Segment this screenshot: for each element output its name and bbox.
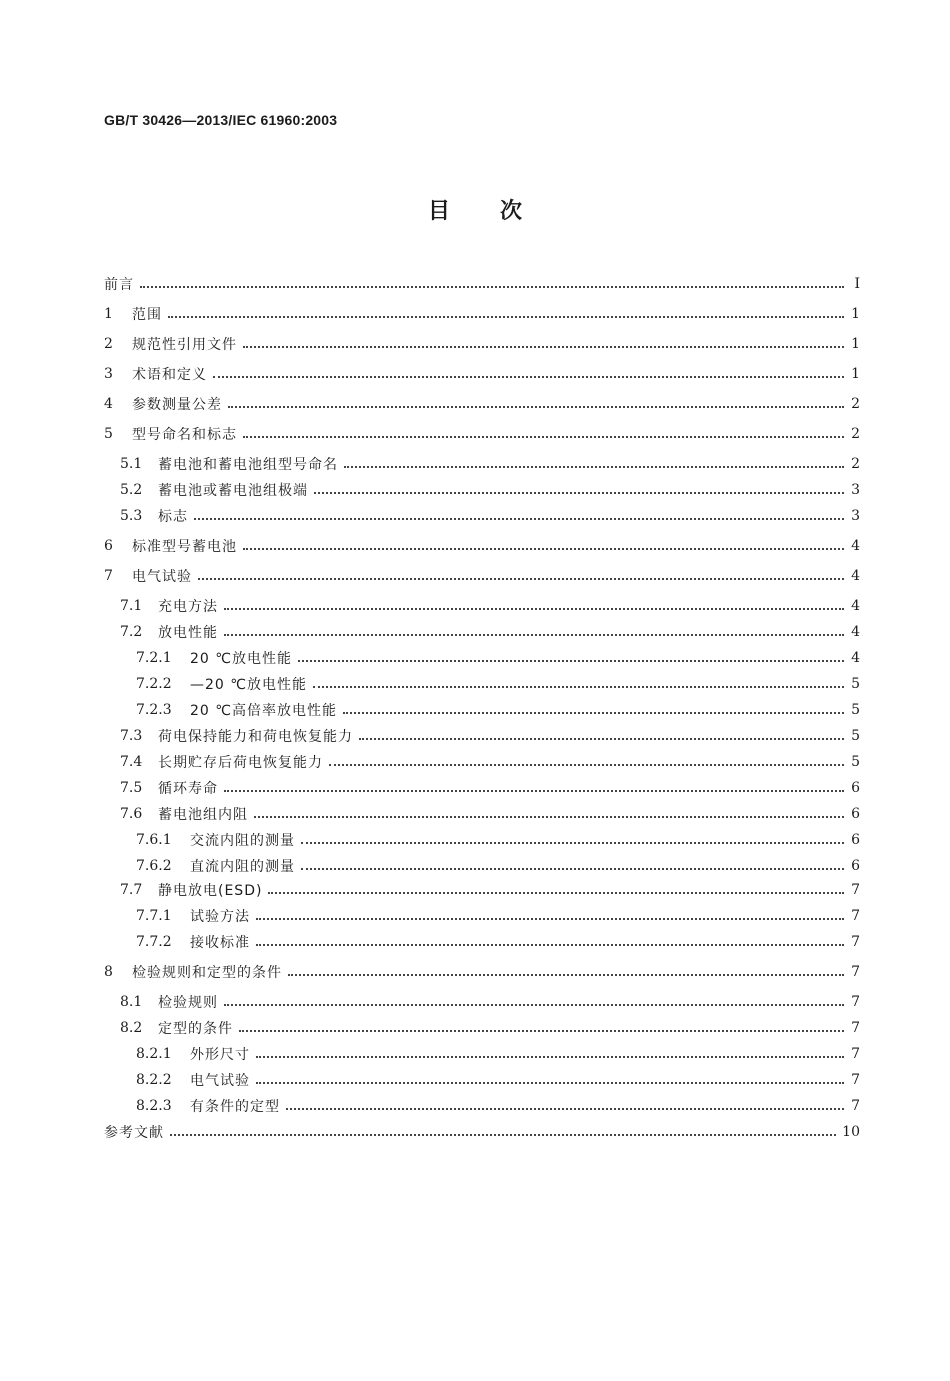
toc-entry-page: 7 — [851, 1098, 860, 1114]
toc-entry[interactable] — [104, 272, 860, 296]
toc-entry[interactable] — [104, 776, 860, 800]
toc-entry-page: 6 — [851, 806, 860, 822]
dot-leader — [228, 406, 844, 408]
toc-entry[interactable] — [104, 422, 860, 446]
toc-entry-number: 5 — [104, 426, 113, 442]
dot-leader — [329, 764, 844, 766]
dot-leader — [243, 346, 844, 348]
dot-leader — [213, 376, 844, 378]
toc-entry-page: 5 — [851, 676, 860, 692]
toc-entry-number: 8.2.3 — [136, 1098, 172, 1114]
toc-entry[interactable] — [104, 452, 860, 476]
toc-entry-label: 规范性引用文件 — [132, 337, 237, 353]
toc-entry-label: 放电性能 — [158, 625, 218, 641]
toc-entry-label: —20 ℃放电性能 — [190, 677, 307, 693]
toc-entry[interactable] — [104, 564, 860, 588]
dot-leader — [198, 578, 844, 580]
document-id: GB/T 30426—2013/IEC 61960:2003 — [104, 112, 338, 128]
dot-leader — [168, 316, 844, 318]
dot-leader — [301, 842, 844, 844]
toc-entry-number: 7.2 — [120, 624, 143, 640]
toc-entry[interactable] — [104, 854, 860, 878]
toc-entry-page: 5 — [851, 754, 860, 770]
toc-entry-label: 电气试验 — [190, 1073, 250, 1089]
toc-entry-page: 7 — [851, 964, 860, 980]
toc-entry[interactable] — [104, 878, 860, 902]
toc-entry[interactable] — [104, 724, 860, 748]
toc-entry-label: 参数测量公差 — [132, 397, 222, 413]
dot-leader — [314, 492, 844, 494]
toc-entry[interactable] — [104, 904, 860, 928]
toc-entry-page: 4 — [851, 538, 860, 554]
toc-entry-page: 6 — [851, 858, 860, 874]
toc-entry-label: 循环寿命 — [158, 781, 218, 797]
toc-entry-label: 20 ℃放电性能 — [190, 651, 292, 667]
dot-leader — [239, 1030, 844, 1032]
toc-entry-number: 7.2.3 — [136, 702, 172, 718]
toc-entry-number: 8.2.2 — [136, 1072, 172, 1088]
dot-leader — [256, 944, 844, 946]
toc-entry-number: 1 — [104, 306, 113, 322]
toc-entry-number: 7.2.2 — [136, 676, 172, 692]
toc-entry[interactable] — [104, 990, 860, 1014]
toc-entry-number: 7.5 — [120, 780, 143, 796]
toc-entry-label: 术语和定义 — [132, 367, 207, 383]
toc-entry[interactable] — [104, 750, 860, 774]
toc-entry-page: 4 — [851, 650, 860, 666]
toc-entry-number: 7.6.1 — [136, 832, 172, 848]
toc-entry-number: 7.1 — [120, 598, 143, 614]
toc-entry-number: 7.7.2 — [136, 934, 172, 950]
toc-entry-number: 7.6.2 — [136, 858, 172, 874]
toc-entry-page: 5 — [851, 702, 860, 718]
toc-entry-label: 型号命名和标志 — [132, 427, 237, 443]
toc-entry-page: 1 — [851, 366, 860, 382]
toc-entry-label: 长期贮存后荷电恢复能力 — [158, 755, 323, 771]
toc-entry-label: 接收标准 — [190, 935, 250, 951]
toc-entry-page: 7 — [851, 1046, 860, 1062]
toc-entry-label: 静电放电(ESD) — [158, 883, 263, 899]
toc-entry-page: 6 — [851, 780, 860, 796]
toc-entry-page: 4 — [851, 624, 860, 640]
toc-entry-number: 8.1 — [120, 994, 143, 1010]
toc-entry-page: 7 — [851, 934, 860, 950]
toc-entry-label: 标准型号蓄电池 — [132, 539, 237, 555]
toc-entry[interactable] — [104, 1094, 860, 1118]
toc-entry-number: 7.4 — [120, 754, 143, 770]
toc-entry-page: 1 — [851, 336, 860, 352]
toc-entry-label: 参考文献 — [104, 1125, 164, 1141]
toc-entry[interactable] — [104, 620, 860, 644]
toc-entry-label: 直流内阻的测量 — [190, 859, 295, 875]
toc-entry-number: 8.2 — [120, 1020, 143, 1036]
toc-entry[interactable] — [104, 332, 860, 356]
toc-entry-number: 5.2 — [120, 482, 143, 498]
dot-leader — [254, 816, 844, 818]
toc-entry-page: 10 — [842, 1124, 860, 1140]
toc-entry[interactable] — [104, 1016, 860, 1040]
dot-leader — [243, 436, 844, 438]
toc-entry-label: 前言 — [104, 277, 134, 293]
dot-leader — [344, 466, 844, 468]
toc-entry-label: 试验方法 — [190, 909, 250, 925]
toc-entry-label: 检验规则 — [158, 995, 218, 1011]
toc-entry[interactable] — [104, 478, 860, 502]
toc-entry-label: 交流内阻的测量 — [190, 833, 295, 849]
dot-leader — [170, 1134, 836, 1136]
toc-entry-page: 6 — [851, 832, 860, 848]
dot-leader — [268, 892, 844, 894]
toc-entry-page: 2 — [851, 396, 860, 412]
toc-entry-label: 蓄电池和蓄电池组型号命名 — [158, 457, 338, 473]
toc-entry-page: 3 — [851, 508, 860, 524]
toc-entry[interactable] — [104, 828, 860, 852]
dot-leader — [243, 548, 844, 550]
toc-entry-label: 范围 — [132, 307, 162, 323]
dot-leader — [224, 634, 844, 636]
toc-entry-label: 充电方法 — [158, 599, 218, 615]
toc-entry-page: 2 — [851, 456, 860, 472]
toc-entry[interactable] — [104, 960, 860, 984]
page-title: 目次 — [427, 199, 572, 224]
toc-entry[interactable] — [104, 1120, 860, 1144]
toc-entry[interactable] — [104, 930, 860, 954]
dot-leader — [313, 686, 844, 688]
toc-entry-label: 蓄电池或蓄电池组极端 — [158, 483, 308, 499]
dot-leader — [301, 868, 844, 870]
toc-entry-page: 7 — [851, 994, 860, 1010]
toc-entry[interactable] — [104, 1068, 860, 1092]
toc-entry-page: 4 — [851, 568, 860, 584]
dot-leader — [194, 518, 844, 520]
toc-entry-label: 标志 — [158, 509, 188, 525]
toc-entry-number: 5.3 — [120, 508, 143, 524]
toc-entry-page: 3 — [851, 482, 860, 498]
dot-leader — [224, 608, 844, 610]
toc-entry[interactable] — [104, 392, 860, 416]
toc-entry-label: 外形尺寸 — [190, 1047, 250, 1063]
toc-entry-label: 电气试验 — [132, 569, 192, 585]
toc-entry-label: 定型的条件 — [158, 1021, 233, 1037]
toc-entry-number: 8 — [104, 964, 113, 980]
toc-entry[interactable] — [104, 534, 860, 558]
dot-leader — [224, 790, 844, 792]
toc-entry-page: 5 — [851, 728, 860, 744]
toc-entry-number: 2 — [104, 336, 113, 352]
toc-entry-page: 4 — [851, 598, 860, 614]
toc-entry-page: 7 — [851, 1020, 860, 1036]
toc-entry[interactable] — [104, 646, 860, 670]
dot-leader — [140, 286, 844, 288]
toc-entry-number: 4 — [104, 396, 113, 412]
toc-entry-number: 7 — [104, 568, 113, 584]
dot-leader — [298, 660, 844, 662]
toc-entry[interactable] — [104, 1042, 860, 1066]
toc-entry-label: 蓄电池组内阻 — [158, 807, 248, 823]
toc-entry[interactable] — [104, 698, 860, 722]
dot-leader — [256, 1056, 844, 1058]
toc-entry-number: 3 — [104, 366, 113, 382]
toc-entry-page: 7 — [851, 1072, 860, 1088]
toc-entry-label: 荷电保持能力和荷电恢复能力 — [158, 729, 353, 745]
dot-leader — [286, 1108, 844, 1110]
dot-leader — [359, 738, 844, 740]
toc-entry-page: 2 — [851, 426, 860, 442]
toc-entry[interactable] — [104, 504, 860, 528]
toc-entry-label: 20 ℃高倍率放电性能 — [190, 703, 337, 719]
toc-entry[interactable] — [104, 302, 860, 326]
toc-entry[interactable] — [104, 362, 860, 386]
toc-entry[interactable] — [104, 594, 860, 618]
toc-entry-number: 7.7 — [120, 882, 143, 898]
toc-entry-page: 7 — [851, 882, 860, 898]
toc-entry-number: 7.3 — [120, 728, 143, 744]
toc-entry-number: 7.7.1 — [136, 908, 172, 924]
toc-entry-label: 检验规则和定型的条件 — [132, 965, 282, 981]
dot-leader — [343, 712, 844, 714]
toc-entry-number: 8.2.1 — [136, 1046, 172, 1062]
dot-leader — [224, 1004, 844, 1006]
toc-entry-number: 6 — [104, 538, 113, 554]
dot-leader — [256, 918, 844, 920]
toc-entry-page: 1 — [851, 306, 860, 322]
dot-leader — [256, 1082, 844, 1084]
toc-entry-number: 7.6 — [120, 806, 143, 822]
toc-entry-label: 有条件的定型 — [190, 1099, 280, 1115]
toc-entry-page: I — [854, 276, 860, 292]
toc-entry[interactable] — [104, 802, 860, 826]
toc-entry-number: 5.1 — [120, 456, 143, 472]
toc-entry-page: 7 — [851, 908, 860, 924]
dot-leader — [288, 974, 844, 976]
toc-entry[interactable] — [104, 672, 860, 696]
toc-entry-number: 7.2.1 — [136, 650, 172, 666]
